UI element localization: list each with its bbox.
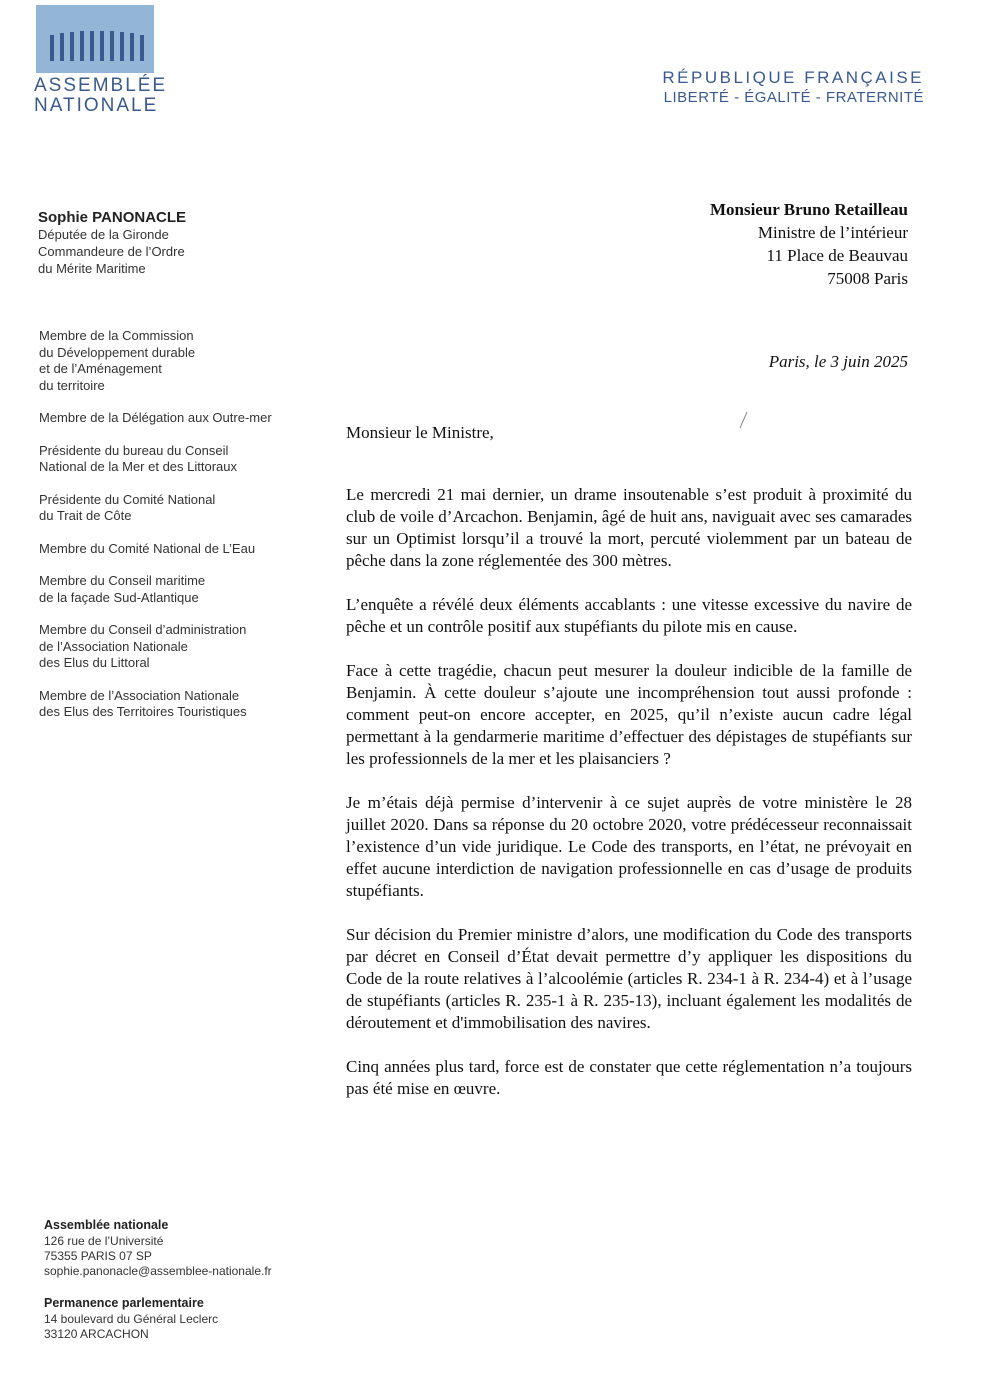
letter-body <box>346 484 912 1122</box>
recipient-line-2: 11 Place de Beauvau <box>766 246 908 265</box>
logo-line-2: NATIONALE <box>34 95 159 116</box>
recipient-name: Monsieur Bruno Retailleau <box>709 200 908 219</box>
recipient-line-3: 75008 Paris <box>827 269 908 288</box>
recipient-line-1: Ministre de l’intérieur <box>757 223 908 242</box>
sender-block <box>38 209 186 277</box>
recipient-block <box>710 198 908 290</box>
membership-item: Présidente du Comité National du Trait de Côte <box>39 491 216 523</box>
footer-office-address-2: 75355 PARIS 07 SP <box>44 1249 152 1263</box>
assemblee-nationale-logo <box>34 5 168 116</box>
letter-date: Paris, le 3 juin 2025 <box>768 352 908 371</box>
membership-item: Membre du Comité National de L’Eau <box>39 540 256 556</box>
membership-item: Présidente du bureau du Conseil National de la Mer et des Littoraux <box>39 442 237 474</box>
membership-item: Membre du Conseil maritime de la façade Sud-Atlantique <box>39 573 206 605</box>
republic-header <box>662 68 924 106</box>
membership-item: Membre du Conseil d’administration de l’Association Nationale des Elus du Littoral <box>39 622 247 670</box>
body-paragraph: Je m’étais déjà permise d’intervenir à ce sujet auprès de votre ministère le 28 juillet 2020. Dans sa réponse du 20 octobre 2020, votre prédécesseur reconnaissait l’existence d’un vide juridique. Le Code des transports, en l’état, ne prévoyait en effet aucune interdiction de navigation professionnelle en cas d’usage de produits stupéfiants. <box>346 793 912 900</box>
sender-title-1: Députée de la Gironde <box>38 227 169 242</box>
pen-mark-icon <box>736 410 750 430</box>
sender-title-3: du Mérite Maritime <box>38 261 146 276</box>
membership-item: Membre de la Délégation aux Outre-mer <box>39 410 272 425</box>
body-paragraph: Cinq années plus tard, force est de constater que cette réglementation n’a toujours pas été mise en œuvre. <box>346 1057 912 1098</box>
body-paragraph: Sur décision du Premier ministre d’alors, une modification du Code des transports par décret en Conseil d’État devait permettre d’y appliquer les dispositions du Code de la route relatives à l’alcoolémie (articles R. 234-1 à R. 234-4) et à l’usage de stupéfiants (articles R. 235-1 à R. 235-13), incluant également les modalités de déroutement et d'immobilisation des navires. <box>346 925 912 1032</box>
assemblee-nationale-logo-icon <box>36 5 154 73</box>
sender-name: Sophie PANONACLE <box>38 209 187 226</box>
body-paragraph: Le mercredi 21 mai dernier, un drame insoutenable s’est produit à proximité du club de voile d’Arcachon. Benjamin, âgé de huit ans, naviguait avec ses camarades sur un Optimist lorsqu’il a trouvé la mort, percuté violemment par un bateau de pêche dans la zone réglementée des 300 mètres. <box>346 485 912 570</box>
salutation: Monsieur le Ministre, <box>346 423 494 442</box>
footer-permanence-title: Permanence parlementaire <box>44 1296 204 1310</box>
footer-contact <box>44 1218 272 1342</box>
logo-line-1: ASSEMBLÉE <box>34 75 168 96</box>
footer-office-title: Assemblée nationale <box>44 1218 169 1232</box>
membership-item: Membre de la Commission du Développement durable et de l’Aménagement du territoire <box>39 328 196 393</box>
footer-permanence-address-1: 14 boulevard du Général Leclerc <box>44 1312 219 1326</box>
footer-permanence-address-2: 33120 ARCACHON <box>44 1327 149 1341</box>
republic-title: RÉPUBLIQUE FRANÇAISE <box>662 68 924 87</box>
footer-email: sophie.panonacle@assemblee-nationale.fr <box>44 1264 272 1278</box>
republic-motto: LIBERTÉ - ÉGALITÉ - FRATERNITÉ <box>663 89 924 106</box>
sender-title-2: Commandeure de l’Ordre <box>38 244 185 259</box>
body-paragraph: Face à cette tragédie, chacun peut mesurer la douleur indicible de la famille de Benjamin. À cette douleur s’ajoute une incompréhension tout aussi profonde : comment peut-on encore accepter, en 2025, qu’il n’existe aucun cadre légal permettant à la gendarmerie maritime d’effectuer des dépistages de stupéfiants sur les professionnels de la mer et les plaisanciers ? <box>346 661 912 768</box>
body-paragraph: L’enquête a révélé deux éléments accablants : une vitesse excessive du navire de pêche et un contrôle positif aux stupéfiants du pilote mis en cause. <box>346 595 912 636</box>
logo-text <box>34 75 168 116</box>
memberships-list <box>39 328 329 737</box>
membership-item: Membre de l’Association Nationale des Elus des Territoires Touristiques <box>39 687 247 719</box>
footer-office-address-1: 126 rue de l’Université <box>44 1234 164 1248</box>
